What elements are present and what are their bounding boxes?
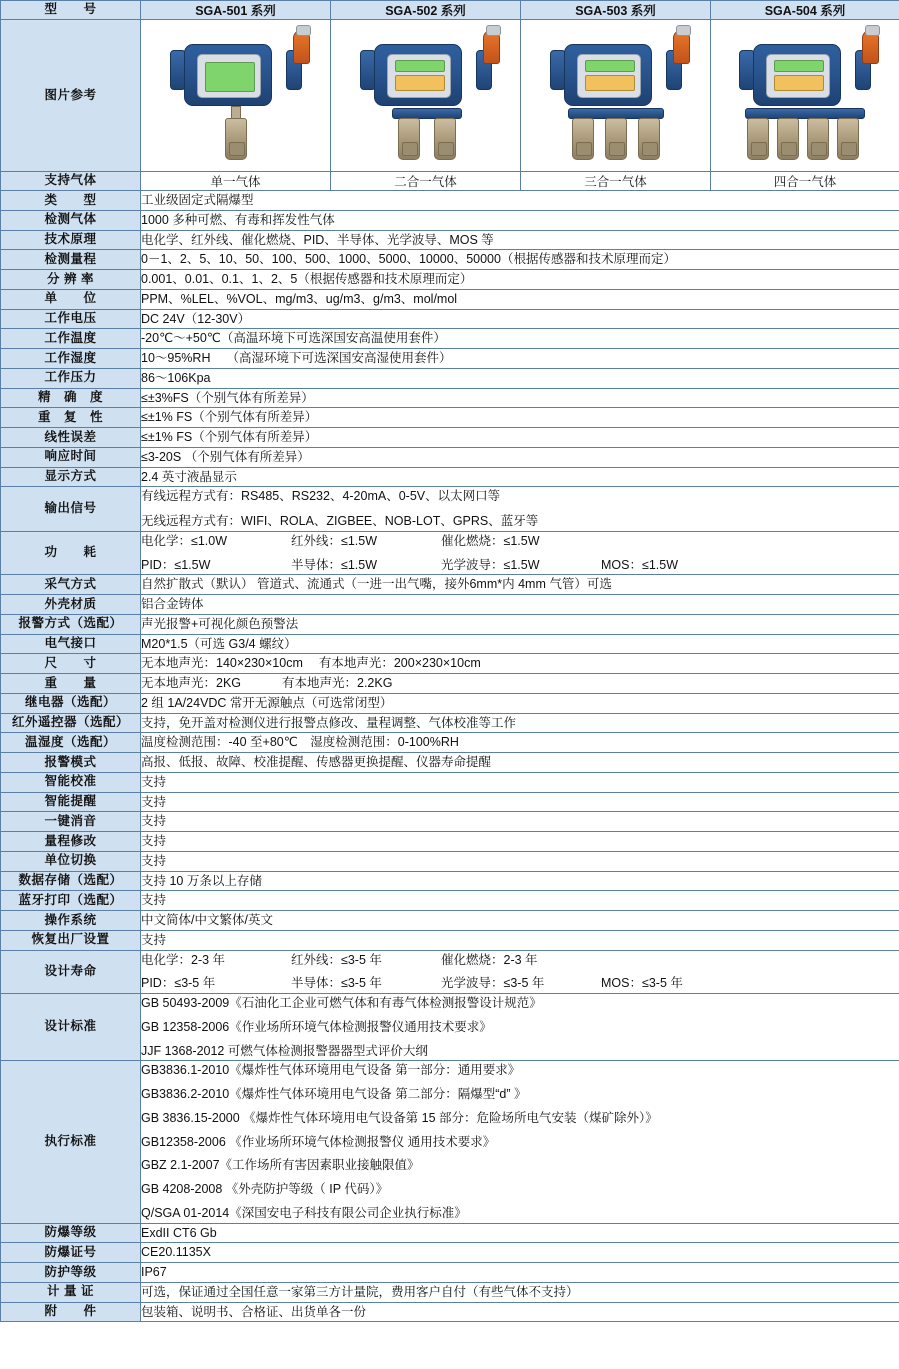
row-value-bluetooth-print: 支持 bbox=[141, 891, 899, 911]
lifetime-pid: PID：≤3-5 年 bbox=[141, 976, 216, 991]
row-value-explosion-proof-grade: ExdII CT6 Gb bbox=[141, 1223, 899, 1243]
table-row bbox=[1, 654, 899, 674]
lifetime-semiconductor: 半导体：≤3-5 年 bbox=[291, 976, 382, 991]
table-row bbox=[1, 891, 899, 911]
row-value-detection-range: 0－1、2、5、10、50、100、500、1000、5000、10000、50000（根据传感器和技术原理而定） bbox=[141, 250, 899, 270]
design-standard-line-1: GB 50493-2009《石油化工企业可燃气体和有毒气体检测报警设计规范》 bbox=[141, 996, 542, 1010]
row-value-weight: 无本地声光：2KG 有本地声光：2.2KG bbox=[141, 674, 899, 694]
gas-support-502: 二合一气体 bbox=[331, 172, 521, 191]
row-value-exec-standard bbox=[141, 1061, 899, 1223]
row-label-working-humidity: 工作湿度 bbox=[1, 349, 141, 369]
row-value-type: 工业级固定式隔爆型 bbox=[141, 191, 899, 211]
table-row bbox=[1, 191, 899, 211]
detector-illustration-2 bbox=[346, 24, 506, 168]
row-value-working-humidity: 10～95%RH （高湿环境下可选深国安高湿使用套件） bbox=[141, 349, 899, 369]
table-row bbox=[1, 792, 899, 812]
table-row-exec-standard bbox=[1, 1061, 899, 1223]
table-row bbox=[1, 1263, 899, 1283]
row-value-explosion-proof-cert: CE20.1135X bbox=[141, 1243, 899, 1263]
row-label-dimension: 尺 寸 bbox=[1, 654, 141, 674]
table-row bbox=[1, 713, 899, 733]
row-label-working-temperature: 工作温度 bbox=[1, 329, 141, 349]
row-value-unit: PPM、%LEL、%VOL、mg/m3、ug/m3、g/m3、mol/mol bbox=[141, 289, 899, 309]
row-value-smart-calibration: 支持 bbox=[141, 772, 899, 792]
lifetime-catalytic: 催化燃烧：2-3 年 bbox=[441, 952, 538, 967]
row-label-detected-gas: 检测气体 bbox=[1, 210, 141, 230]
row-label-ir-remote: 红外遥控器（选配） bbox=[1, 713, 141, 733]
lifetime-line-2 bbox=[141, 974, 899, 993]
output-signal-wired: 有线远程方式有：RS485、RS232、4-20mA、0-5V、以太网口等 bbox=[141, 489, 501, 504]
row-value-operating-system: 中文简体/中文繁体/英文 bbox=[141, 911, 899, 931]
row-label-image-reference: 图片参考 bbox=[1, 20, 141, 172]
row-label-design-standard: 设计标准 bbox=[1, 994, 141, 1061]
row-value-resolution: 0.001、0.01、0.1、1、2、5（根据传感器和技术原理而定） bbox=[141, 270, 899, 290]
row-label-alarm-method: 报警方式（选配） bbox=[1, 614, 141, 634]
row-value-power bbox=[141, 531, 899, 575]
row-label-technical-principle: 技术原理 bbox=[1, 230, 141, 250]
row-value-shell-material: 铝合金铸体 bbox=[141, 595, 899, 615]
row-value-accessories: 包装箱、说明书、合格证、出货单各一份 bbox=[141, 1302, 899, 1322]
row-label-metering-certificate: 计 量 证 bbox=[1, 1282, 141, 1302]
row-value-ir-remote: 支持，免开盖对检测仪进行报警点修改、量程调整、气体校准等工作 bbox=[141, 713, 899, 733]
row-label-working-voltage: 工作电压 bbox=[1, 309, 141, 329]
row-value-working-temperature: -20℃～+50℃（高温环境下可选深国安高温使用套件） bbox=[141, 329, 899, 349]
power-line-1 bbox=[141, 532, 899, 551]
detector-illustration-4 bbox=[725, 24, 885, 168]
row-value-linearity-error: ≤±1% FS（个别气体有所差异） bbox=[141, 428, 899, 448]
row-label-exec-standard: 执行标准 bbox=[1, 1061, 141, 1223]
row-label-range-modify: 量程修改 bbox=[1, 832, 141, 852]
product-image-503 bbox=[521, 20, 711, 172]
table-row bbox=[1, 674, 899, 694]
design-standard-line-2: GB 12358-2006《作业场所环境气体检测报警仪通用技术要求》 bbox=[141, 1019, 492, 1034]
row-label-display-mode: 显示方式 bbox=[1, 467, 141, 487]
row-label-response-time: 响应时间 bbox=[1, 447, 141, 467]
detector-illustration-3 bbox=[536, 24, 696, 168]
table-row bbox=[1, 871, 899, 891]
exec-standard-line-3: GB 3836.15-2000 《爆炸性气体环境用电气设备第 15 部分：危险场所电气安装（煤矿除外）》 bbox=[141, 1110, 658, 1125]
table-row bbox=[1, 1243, 899, 1263]
power-mos: MOS：≤1.5W bbox=[601, 557, 679, 572]
row-label-gas-support: 支持气体 bbox=[1, 172, 141, 191]
table-row-product-images bbox=[1, 20, 899, 172]
table-row bbox=[1, 733, 899, 753]
table-row bbox=[1, 772, 899, 792]
row-value-working-pressure: 86～106Kpa bbox=[141, 368, 899, 388]
table-row bbox=[1, 250, 899, 270]
table-row bbox=[1, 614, 899, 634]
exec-standard-line-6: GB 4208-2008 《外壳防护等级（ IP 代码）》 bbox=[141, 1182, 389, 1196]
exec-standard-line-5: GBZ 2.1-2007《工作场所有害因素职业接触限值》 bbox=[141, 1158, 420, 1173]
row-value-electrical-interface: M20*1.5（可选 G3/4 螺纹） bbox=[141, 634, 899, 654]
table-row bbox=[1, 349, 899, 369]
table-row bbox=[1, 930, 899, 950]
row-label-detection-range: 检测量程 bbox=[1, 250, 141, 270]
row-value-dimension: 无本地声光：140×230×10cm 有本地声光：200×230×10cm bbox=[141, 654, 899, 674]
power-pid: PID：≤1.5W bbox=[141, 557, 211, 572]
output-signal-wireless: 无线远程方式有：WIFI、ROLA、ZIGBEE、NOB-LOT、GPRS、蓝牙等 bbox=[141, 514, 539, 528]
row-label-model: 型 号 bbox=[1, 1, 141, 20]
table-row-power bbox=[1, 531, 899, 575]
table-row bbox=[1, 289, 899, 309]
lifetime-electrochemical: 电化学：2-3 年 bbox=[141, 952, 226, 967]
row-label-shell-material: 外壳材质 bbox=[1, 595, 141, 615]
row-value-data-storage: 支持 10 万条以上存储 bbox=[141, 871, 899, 891]
power-catalytic: 催化燃烧：≤1.5W bbox=[441, 533, 540, 548]
row-value-design-lifetime bbox=[141, 950, 899, 994]
row-value-one-key-mute: 支持 bbox=[141, 812, 899, 832]
row-label-ingress-protection: 防护等级 bbox=[1, 1263, 141, 1283]
exec-standard-line-7: Q/SGA 01-2014《深国安电子科技有限公司企业执行标准》 bbox=[141, 1205, 467, 1220]
table-row bbox=[1, 595, 899, 615]
table-row-gas-support bbox=[1, 172, 899, 191]
row-value-technical-principle: 电化学、红外线、催化燃烧、PID、半导体、光学波导、MOS 等 bbox=[141, 230, 899, 250]
gas-support-503: 三合一气体 bbox=[521, 172, 711, 191]
table-row bbox=[1, 1282, 899, 1302]
detector-illustration-1 bbox=[156, 24, 316, 168]
row-label-unit-switch: 单位切换 bbox=[1, 851, 141, 871]
row-label-linearity-error: 线性误差 bbox=[1, 428, 141, 448]
row-label-smart-calibration: 智能校准 bbox=[1, 772, 141, 792]
row-value-accuracy: ≤±3%FS（个别气体有所差异） bbox=[141, 388, 899, 408]
row-label-working-pressure: 工作压力 bbox=[1, 368, 141, 388]
model-503: SGA-503 系列 bbox=[521, 1, 711, 20]
table-row bbox=[1, 1223, 899, 1243]
row-label-resolution: 分 辨 率 bbox=[1, 270, 141, 290]
table-row bbox=[1, 693, 899, 713]
row-label-relay: 继电器（选配） bbox=[1, 693, 141, 713]
row-label-one-key-mute: 一键消音 bbox=[1, 812, 141, 832]
product-image-504 bbox=[711, 20, 899, 172]
model-502: SGA-502 系列 bbox=[331, 1, 521, 20]
lifetime-infrared: 红外线：≤3-5 年 bbox=[291, 952, 382, 967]
exec-standard-line-2: GB3836.2-2010《爆炸性气体环境用电气设备 第二部分：隔爆型“d” 》 bbox=[141, 1087, 527, 1101]
row-label-accessories: 附 件 bbox=[1, 1302, 141, 1322]
row-value-range-modify: 支持 bbox=[141, 832, 899, 852]
row-value-design-standard bbox=[141, 994, 899, 1061]
row-value-working-voltage: DC 24V（12-30V） bbox=[141, 309, 899, 329]
table-row bbox=[1, 1302, 899, 1322]
table-row-output-signal bbox=[1, 487, 899, 532]
table-row bbox=[1, 329, 899, 349]
row-label-temp-humidity: 温湿度（选配） bbox=[1, 733, 141, 753]
table-row-design-standard bbox=[1, 994, 899, 1061]
row-label-data-storage: 数据存储（选配） bbox=[1, 871, 141, 891]
row-label-unit: 单 位 bbox=[1, 289, 141, 309]
table-row-model-header bbox=[1, 1, 899, 20]
table-row bbox=[1, 753, 899, 773]
product-image-502 bbox=[331, 20, 521, 172]
table-row-design-lifetime bbox=[1, 950, 899, 994]
row-label-power: 功 耗 bbox=[1, 531, 141, 575]
row-value-factory-reset: 支持 bbox=[141, 930, 899, 950]
lifetime-line-1 bbox=[141, 951, 899, 970]
table-row bbox=[1, 467, 899, 487]
table-row bbox=[1, 388, 899, 408]
table-row bbox=[1, 634, 899, 654]
table-row bbox=[1, 428, 899, 448]
exec-standard-line-1: GB3836.1-2010《爆炸性气体环境用电气设备 第一部分：通用要求》 bbox=[141, 1063, 521, 1078]
row-value-sampling-method: 自然扩散式（默认） 管道式、流通式（一进一出气嘴，接外6mm*内 4mm 气管）可选 bbox=[141, 575, 899, 595]
table-row bbox=[1, 447, 899, 467]
row-value-unit-switch: 支持 bbox=[141, 851, 899, 871]
row-value-repeatability: ≤±1% FS（个别气体有所差异） bbox=[141, 408, 899, 428]
product-image-501 bbox=[141, 20, 331, 172]
lifetime-mos: MOS：≤3-5 年 bbox=[601, 976, 683, 991]
power-electrochemical: 电化学：≤1.0W bbox=[141, 533, 228, 548]
row-value-metering-certificate: 可选，保证通过全国任意一家第三方计量院，费用客户自付（有些气体不支持） bbox=[141, 1282, 899, 1302]
power-infrared: 红外线：≤1.5W bbox=[291, 533, 378, 548]
row-label-design-lifetime: 设计寿命 bbox=[1, 950, 141, 994]
power-optical-waveguide: 光学波导：≤1.5W bbox=[441, 557, 540, 572]
row-value-detected-gas: 1000 多种可燃、有毒和挥发性气体 bbox=[141, 210, 899, 230]
row-label-operating-system: 操作系统 bbox=[1, 911, 141, 931]
table-row bbox=[1, 832, 899, 852]
table-row bbox=[1, 270, 899, 290]
table-row bbox=[1, 309, 899, 329]
row-label-accuracy: 精 确 度 bbox=[1, 388, 141, 408]
row-label-weight: 重 量 bbox=[1, 674, 141, 694]
exec-standard-line-4: GB12358-2006 《作业场所环境气体检测报警仪 通用技术要求》 bbox=[141, 1134, 496, 1149]
table-row bbox=[1, 911, 899, 931]
row-value-relay: 2 组 1A/24VDC 常开无源触点（可选常闭型） bbox=[141, 693, 899, 713]
row-value-alarm-method: 声光报警+可视化颜色预警法 bbox=[141, 614, 899, 634]
table-row bbox=[1, 368, 899, 388]
table-row bbox=[1, 851, 899, 871]
table-row bbox=[1, 812, 899, 832]
row-label-sampling-method: 采气方式 bbox=[1, 575, 141, 595]
power-line-2 bbox=[141, 556, 899, 575]
row-value-response-time: ≤3-20S （个别气体有所差异） bbox=[141, 447, 899, 467]
row-value-alarm-mode: 高报、低报、故障、校准提醒、传感器更换提醒、仪器寿命提醒 bbox=[141, 753, 899, 773]
row-value-temp-humidity: 温度检测范围：-40 至+80℃ 湿度检测范围：0-100%RH bbox=[141, 733, 899, 753]
row-value-smart-reminder: 支持 bbox=[141, 792, 899, 812]
table-row bbox=[1, 575, 899, 595]
power-semiconductor: 半导体：≤1.5W bbox=[291, 557, 378, 572]
row-label-factory-reset: 恢复出厂设置 bbox=[1, 930, 141, 950]
row-label-bluetooth-print: 蓝牙打印（选配） bbox=[1, 891, 141, 911]
row-label-explosion-proof-cert: 防爆证号 bbox=[1, 1243, 141, 1263]
row-label-electrical-interface: 电气接口 bbox=[1, 634, 141, 654]
row-value-display-mode: 2.4 英寸液晶显示 bbox=[141, 467, 899, 487]
row-value-ingress-protection: IP67 bbox=[141, 1263, 899, 1283]
lifetime-optical-waveguide: 光学波导：≤3-5 年 bbox=[441, 976, 545, 991]
gas-support-501: 单一气体 bbox=[141, 172, 331, 191]
table-row bbox=[1, 210, 899, 230]
row-label-output-signal: 输出信号 bbox=[1, 487, 141, 532]
row-value-output-signal bbox=[141, 487, 899, 532]
model-504: SGA-504 系列 bbox=[711, 1, 899, 20]
table-row bbox=[1, 408, 899, 428]
gas-support-504: 四合一气体 bbox=[711, 172, 899, 191]
row-label-repeatability: 重 复 性 bbox=[1, 408, 141, 428]
row-label-type: 类 型 bbox=[1, 191, 141, 211]
row-label-smart-reminder: 智能提醒 bbox=[1, 792, 141, 812]
table-row bbox=[1, 230, 899, 250]
model-501: SGA-501 系列 bbox=[141, 1, 331, 20]
design-standard-line-3: JJF 1368-2012 可燃气体检测报警器器型式评价大纲 bbox=[141, 1043, 428, 1058]
row-label-alarm-mode: 报警模式 bbox=[1, 753, 141, 773]
row-label-explosion-proof-grade: 防爆等级 bbox=[1, 1223, 141, 1243]
